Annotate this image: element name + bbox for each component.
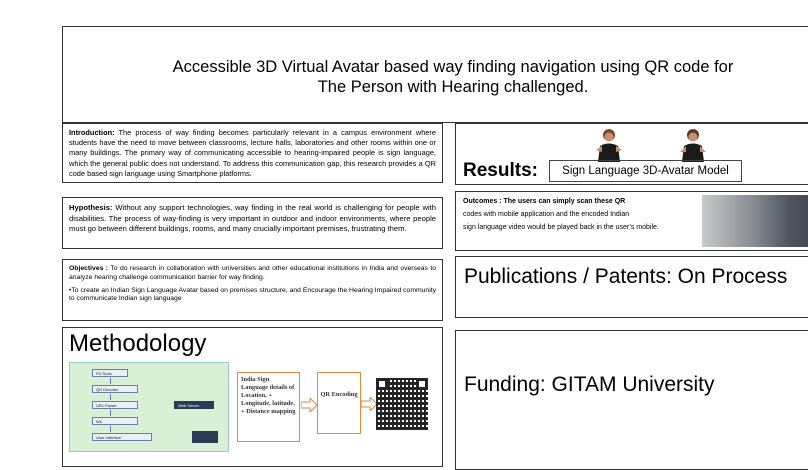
title-box: [62, 26, 808, 123]
results-heading: Results:: [463, 160, 538, 181]
flow-screenshot: [192, 431, 218, 443]
objectives-para-2: •To create an Indian Sign Language Avatar based on premises structure, and Encourage the Hearing Impaired community to communicate Indian sign language: [69, 286, 436, 303]
right-arrow-icon: [361, 397, 377, 411]
avatar-figure-icon: [678, 128, 708, 162]
introduction-heading: Introduction:: [69, 128, 115, 137]
title-line-2: The Person with Hearing challenged.: [317, 78, 589, 96]
flow-step-2: QR Decoder: [92, 385, 138, 393]
outcomes-line-3: sign language video would be played back in the user’s mobile.: [463, 224, 659, 231]
objectives-text-1: To do research in collaboration with universities and other educational institutions in India and overseas to analyze hearing challenge communication barrier for way finding.: [69, 265, 436, 281]
flow-arrow: [110, 394, 111, 400]
objectives-heading: Objectives :: [69, 265, 109, 272]
flow-arrow: [110, 378, 111, 384]
objectives-section: [62, 259, 443, 321]
publications-section: [455, 256, 808, 318]
right-arrow-icon: [301, 398, 317, 412]
outcomes-line-1: Outcomes : The users can simply scan these QR: [463, 198, 626, 205]
app-screenshot-photo: [702, 195, 808, 247]
methodology-heading: Methodology: [69, 330, 207, 357]
hypothesis-heading: Hypothesis:: [69, 203, 113, 212]
methodology-section: [62, 327, 443, 467]
introduction-text: The process of way finding becomes particularly relevant in a campus environment where students have the need to move between classrooms, lecture halls, laboratories and other rooms within one or many buildings. The primary way of communicating accessible to hearing-impaired people is sign language, which the general public does not understand. To address this communication gap, this research provides a QR code based sign language using Smartphone platforms.: [69, 128, 436, 178]
outcomes-text: [463, 195, 699, 234]
hypothesis-text: Without any support technologies, way finding in the real world is challenging for people with disabilities. The process of way-finding is very important in outdoor and indoor environments, where people must go between different buildings, rooms, and many crucially important premises, frustrating them.: [69, 203, 436, 234]
flow-side-box: Web Server: [174, 401, 214, 409]
introduction-section: [62, 123, 443, 183]
location-details-box: India Sign Language details of Location, + Longitude, latitude, + Distance mapping: [237, 372, 300, 442]
outcomes-line-2: codes with mobile application and the encoded Indian: [463, 211, 630, 218]
methodology-flowchart: [69, 362, 229, 452]
flow-arrow: [110, 410, 111, 416]
funding-text: Funding: GITAM University: [464, 373, 715, 396]
flow-step-4: Ws: [92, 417, 138, 425]
funding-section: [455, 330, 808, 470]
qr-code-image: [376, 378, 428, 430]
hypothesis-section: [62, 197, 443, 249]
avatar-model-label: Sign Language 3D-Avatar Model: [549, 160, 742, 182]
results-section: [455, 123, 808, 185]
poster-title: [63, 57, 808, 97]
flow-step-5: User Interface: [92, 433, 152, 441]
flow-step-1: PU Scan: [92, 369, 128, 377]
qr-encoding-box: QR Encoding: [317, 372, 361, 434]
outcomes-section: [455, 191, 808, 251]
flow-arrow: [110, 426, 111, 432]
flow-step-3: URL Parser: [92, 401, 138, 409]
objectives-para-1: [69, 265, 436, 283]
publications-text: Publications / Patents: On Process: [464, 265, 788, 288]
title-line-1: Accessible 3D Virtual Avatar based way finding navigation using QR code for: [172, 58, 734, 76]
avatar-figure-icon: [594, 128, 624, 162]
